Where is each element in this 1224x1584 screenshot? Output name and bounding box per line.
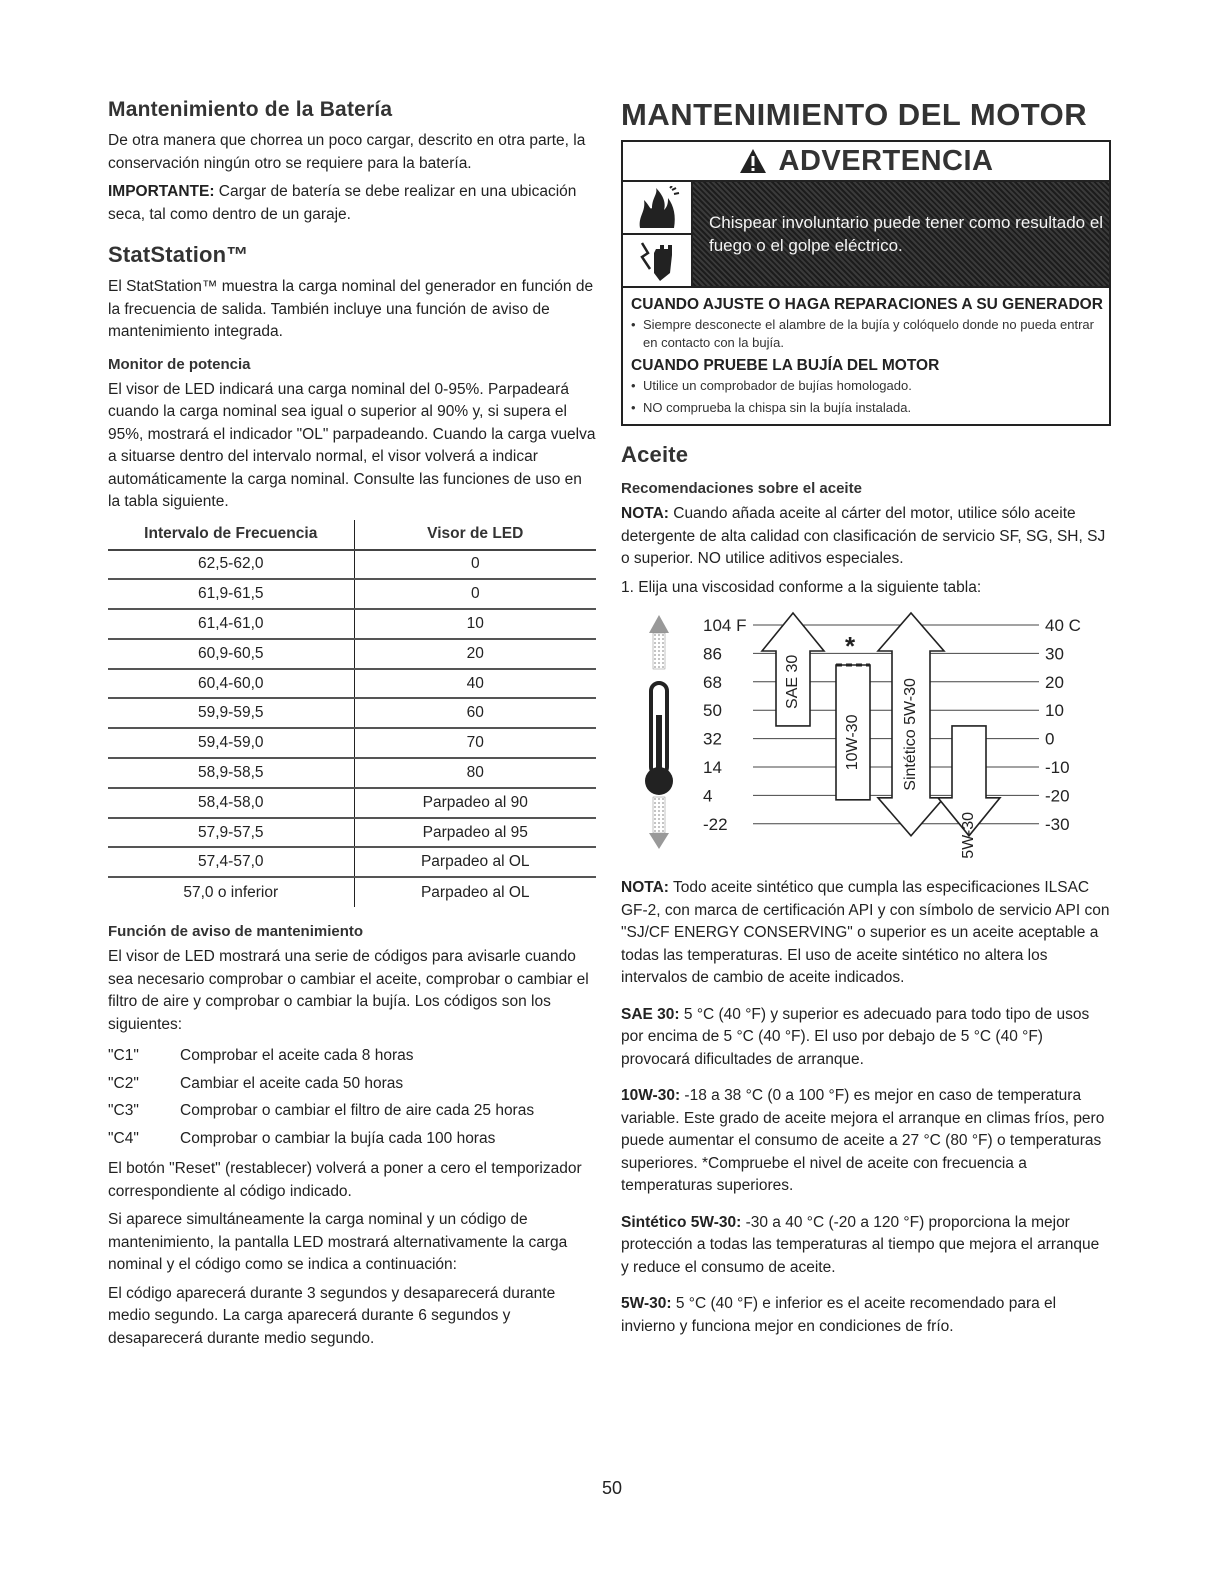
warning-header bbox=[623, 142, 1109, 182]
sae30-text: 5 °C (40 °F) y superior es adecuado para todo tipo de usos por encima de 5 °C (40 °F). El uso por debajo de 5 °C (40 °F) provocará dificultades de arranque. bbox=[621, 1005, 1090, 1068]
oil-band-label: SAE 30 bbox=[784, 654, 802, 709]
monitor-title: Monitor de potencia bbox=[108, 355, 251, 373]
table-row bbox=[108, 847, 596, 877]
aceite-title: Aceite bbox=[621, 442, 689, 467]
chart-oil-bands bbox=[762, 613, 1000, 859]
chart-f-ticks bbox=[703, 616, 746, 834]
viscosity-chart-svg bbox=[621, 605, 1111, 867]
electric-shock-icon bbox=[623, 235, 691, 286]
table-cell: 80 bbox=[354, 758, 596, 788]
chart-c-ticks bbox=[1045, 616, 1081, 834]
code-text: Comprobar o cambiar el filtro de aire cada 25 horas bbox=[180, 1102, 535, 1120]
warning-triangle-icon bbox=[739, 148, 767, 174]
table-row bbox=[108, 728, 596, 758]
oil-band-label: 5W-30 bbox=[960, 811, 978, 859]
w1030-label: 10W-30: bbox=[621, 1087, 681, 1104]
left-column bbox=[108, 98, 596, 1356]
table-row bbox=[108, 877, 596, 907]
table-row bbox=[108, 669, 596, 699]
c-tick-label: 30 bbox=[1045, 644, 1064, 664]
w530-paragraph bbox=[621, 1293, 1111, 1338]
warning-message: Chispear involuntario puede tener como resultado el fuego o el golpe eléctrico. bbox=[709, 213, 1104, 255]
w530-text: 5 °C (40 °F) e inferior es el aceite recomendado para el invierno y funciona mejor en condiciones de frío. bbox=[621, 1295, 1057, 1335]
table-cell: 20 bbox=[354, 639, 596, 669]
f-tick-label: 86 bbox=[703, 644, 722, 664]
c-tick-label: 40 C bbox=[1045, 616, 1081, 635]
statstation-title: StatStation™ bbox=[108, 242, 249, 267]
nota-label: NOTA: bbox=[621, 879, 669, 896]
warning-title: ADVERTENCIA bbox=[778, 144, 994, 177]
important-label: IMPORTANTE: bbox=[108, 183, 215, 200]
code-text: Comprobar el aceite cada 8 horas bbox=[180, 1047, 414, 1065]
code-timing-paragraph: El código aparecerá durante 3 segundos y desaparecerá durante medio segundo. La carga aparecerá durante 6 segundos y desaparecerá durante medio segundo. bbox=[108, 1284, 556, 1347]
battery-paragraph: De otra manera que chorrea un poco cargar, descrito en otra parte, la conservación ningún otro se requiere para la batería. bbox=[108, 132, 586, 172]
f-tick-label: 68 bbox=[703, 672, 722, 692]
table-cell: 57,4-57,0 bbox=[108, 847, 354, 877]
oil-band-label: 10W-30 bbox=[844, 714, 862, 771]
warning-item: • Siempre desconecte el alambre de la bujía y colóquelo donde no pueda entrar en contacto con la bujía. bbox=[631, 316, 1103, 351]
frequency-table bbox=[108, 520, 596, 908]
warning-icons bbox=[623, 182, 693, 286]
table-cell: 61,4-61,0 bbox=[108, 609, 354, 639]
table-row bbox=[108, 579, 596, 609]
code-label: "C4" bbox=[108, 1129, 139, 1147]
code-label: "C2" bbox=[108, 1074, 139, 1092]
table-row bbox=[108, 550, 596, 580]
table-cell: 58,9-58,5 bbox=[108, 758, 354, 788]
reset-paragraph: El botón "Reset" (restablecer) volverá a poner a cero el temporizador correspondiente al código indicado. bbox=[108, 1160, 582, 1200]
sae30-paragraph bbox=[621, 1004, 1111, 1072]
statstation-paragraph: El StatStation™ muestra la carga nominal del generador en función de la frecuencia de salida. También incluye una función de aviso de mantenimiento integrada. bbox=[108, 278, 594, 340]
nota-text: Cuando añada aceite al cárter del motor, utilice sólo aceite detergente de alta calidad con clasificación de servicio SF, SG, SH, SJ o superior. NO utilice aditivos especiales. bbox=[621, 505, 1106, 567]
table-row bbox=[108, 609, 596, 639]
step-one: 1. Elija una viscosidad conforme a la siguiente tabla: bbox=[621, 578, 982, 596]
viscosity-chart bbox=[621, 605, 1111, 867]
nota-paragraph bbox=[621, 503, 1111, 571]
right-column bbox=[621, 98, 1111, 1344]
w1030-paragraph bbox=[621, 1085, 1111, 1198]
table-row bbox=[108, 758, 596, 788]
table-cell: 57,0 o inferior bbox=[108, 877, 354, 907]
w530-label: 5W-30: bbox=[621, 1295, 672, 1312]
f-tick-label: 50 bbox=[703, 701, 722, 721]
aviso-paragraph: El visor de LED mostrará una serie de códigos para avisarle cuando sea necesario comprobar o cambiar el aceite, comprobar o cambiar el filtro de aire y comprobar o cambiar la bujía. Los códigos son los siguientes: bbox=[108, 948, 589, 1033]
simultaneous-paragraph: Si aparece simultáneamente la carga nominal y un código de mantenimiento, la pantalla LED mostrará alternativamente la carga nominal y el código como se indica a continuación: bbox=[108, 1211, 568, 1274]
w1030-text: -18 a 38 °C (0 a 100 °F) es mejor en caso de temperatura variable. Este grado de aceite mejora el arranque en climas fríos, pero puede aumentar el consumo de aceite a 27 °C (80 °F) o temperaturas superiores. *Compruebe el nivel de aceite con frecuencia a temperaturas superiores. bbox=[621, 1087, 1105, 1194]
warning-item: • Utilice un comprobador de bujías homologado. bbox=[631, 377, 1103, 395]
oil-band-label: Sintético 5W-30 bbox=[902, 678, 920, 791]
c-tick-label: -30 bbox=[1045, 814, 1070, 834]
f-tick-label: 14 bbox=[703, 758, 722, 777]
synthetic-paragraph bbox=[621, 1212, 1111, 1280]
table-cell: 70 bbox=[354, 728, 596, 758]
f-tick-label: 4 bbox=[703, 786, 713, 806]
table-header: Visor de LED bbox=[354, 520, 596, 550]
table-header: Intervalo de Frecuencia bbox=[108, 520, 354, 550]
thermometer-icon bbox=[645, 615, 673, 849]
table-cell: 61,9-61,5 bbox=[108, 579, 354, 609]
table-cell: 58,4-58,0 bbox=[108, 788, 354, 818]
table-cell: 40 bbox=[354, 669, 596, 699]
c-tick-label: 20 bbox=[1045, 672, 1064, 692]
recommendations-title: Recomendaciones sobre el aceite bbox=[621, 480, 862, 497]
table-row bbox=[108, 639, 596, 669]
synthetic-label: Sintético 5W-30: bbox=[621, 1213, 742, 1231]
table-row bbox=[108, 788, 596, 818]
table-row bbox=[108, 818, 596, 848]
table-cell: 60,9-60,5 bbox=[108, 639, 354, 669]
table-header-row bbox=[108, 520, 596, 550]
important-text: Cargar de batería se debe realizar en una ubicación seca, tal como dentro de un garaje. bbox=[108, 183, 577, 223]
f-tick-label: 104 F bbox=[703, 616, 747, 635]
oil-star-mark: * bbox=[845, 631, 856, 661]
table-cell: 59,9-59,5 bbox=[108, 698, 354, 728]
warning-band bbox=[623, 182, 1109, 288]
nota-text: Todo aceite sintético que cumpla las especificaciones ILSAC GF-2, con marca de certificación API y con símbolo de servicio API con "SJ/CF ENERGY CONSERVING" o superior es un aceite aceptable a todas las temperaturas. El uso de aceite sintético no altera los intervalos de cambio de aceite indicados. bbox=[621, 879, 1110, 986]
table-cell: Parpadeo al OL bbox=[354, 847, 596, 877]
warning-message-area bbox=[693, 182, 1109, 286]
code-list bbox=[108, 1042, 596, 1152]
f-tick-label: -22 bbox=[703, 814, 728, 834]
nota-label: NOTA: bbox=[621, 505, 669, 522]
battery-important bbox=[108, 181, 596, 226]
synthetic-text: -30 a 40 °C (-20 a 120 °F) proporciona la mejor protección a todas las temperaturas al tiempo que mejora el arranque y reduce el consumo de aceite. bbox=[621, 1213, 1100, 1276]
table-cell: 59,4-59,0 bbox=[108, 728, 354, 758]
warning-section-title: CUANDO PRUEBE LA BUJÍA DEL MOTOR bbox=[631, 357, 940, 374]
c-tick-label: 10 bbox=[1045, 701, 1064, 721]
monitor-paragraph: El visor de LED indicará una carga nominal del 0-95%. Parpadeará cuando la carga nominal sea igual o superior al 90% y, si supera el 95%, mostrará el indicador "OL" parpadeando. Cuando la carga vuelva a situarse dentro del intervalo normal, el visor volverá a indicar automáticamente la carga nominal. Consulte las funciones de uso en la tabla siguiente. bbox=[108, 380, 596, 510]
code-label: "C1" bbox=[108, 1047, 139, 1065]
list-item bbox=[108, 1042, 596, 1070]
c-tick-label: -20 bbox=[1045, 786, 1070, 806]
table-row bbox=[108, 698, 596, 728]
code-label: "C3" bbox=[108, 1102, 139, 1120]
nota-synthetic-paragraph bbox=[621, 877, 1111, 990]
f-tick-label: 32 bbox=[703, 729, 722, 749]
motor-title: MANTENIMIENTO DEL MOTOR bbox=[621, 97, 1088, 132]
table-cell: Parpadeo al 90 bbox=[354, 788, 596, 818]
table-cell: 0 bbox=[354, 579, 596, 609]
c-tick-label: -10 bbox=[1045, 758, 1070, 777]
list-item bbox=[108, 1070, 596, 1098]
code-text: Cambiar el aceite cada 50 horas bbox=[180, 1074, 404, 1092]
c-tick-label: 0 bbox=[1045, 729, 1055, 749]
code-text: Comprobar o cambiar la bujía cada 100 horas bbox=[180, 1129, 496, 1147]
warning-section-title: CUANDO AJUSTE O HAGA REPARACIONES A SU GENERADOR bbox=[631, 296, 1103, 313]
sae30-label: SAE 30: bbox=[621, 1005, 680, 1023]
list-item bbox=[108, 1125, 596, 1153]
list-item bbox=[108, 1097, 596, 1125]
table-cell: 0 bbox=[354, 550, 596, 580]
table-cell: Parpadeo al OL bbox=[420, 883, 530, 901]
table-cell: 10 bbox=[354, 609, 596, 639]
aviso-title: Función de aviso de mantenimiento bbox=[108, 923, 364, 941]
table-cell: Parpadeo al 95 bbox=[354, 818, 596, 848]
page-number: 50 bbox=[601, 1478, 623, 1498]
battery-title: Mantenimiento de la Batería bbox=[108, 98, 393, 121]
warning-body bbox=[623, 288, 1109, 424]
warning-item: • NO comprueba la chispa sin la bujía instalada. bbox=[631, 399, 1103, 417]
warning-box bbox=[621, 140, 1111, 426]
table-cell: 60 bbox=[354, 698, 596, 728]
fire-icon bbox=[623, 182, 691, 235]
table-cell: 62,5-62,0 bbox=[108, 550, 354, 580]
table-cell: 60,4-60,0 bbox=[108, 669, 354, 699]
table-cell: 57,9-57,5 bbox=[108, 818, 354, 848]
